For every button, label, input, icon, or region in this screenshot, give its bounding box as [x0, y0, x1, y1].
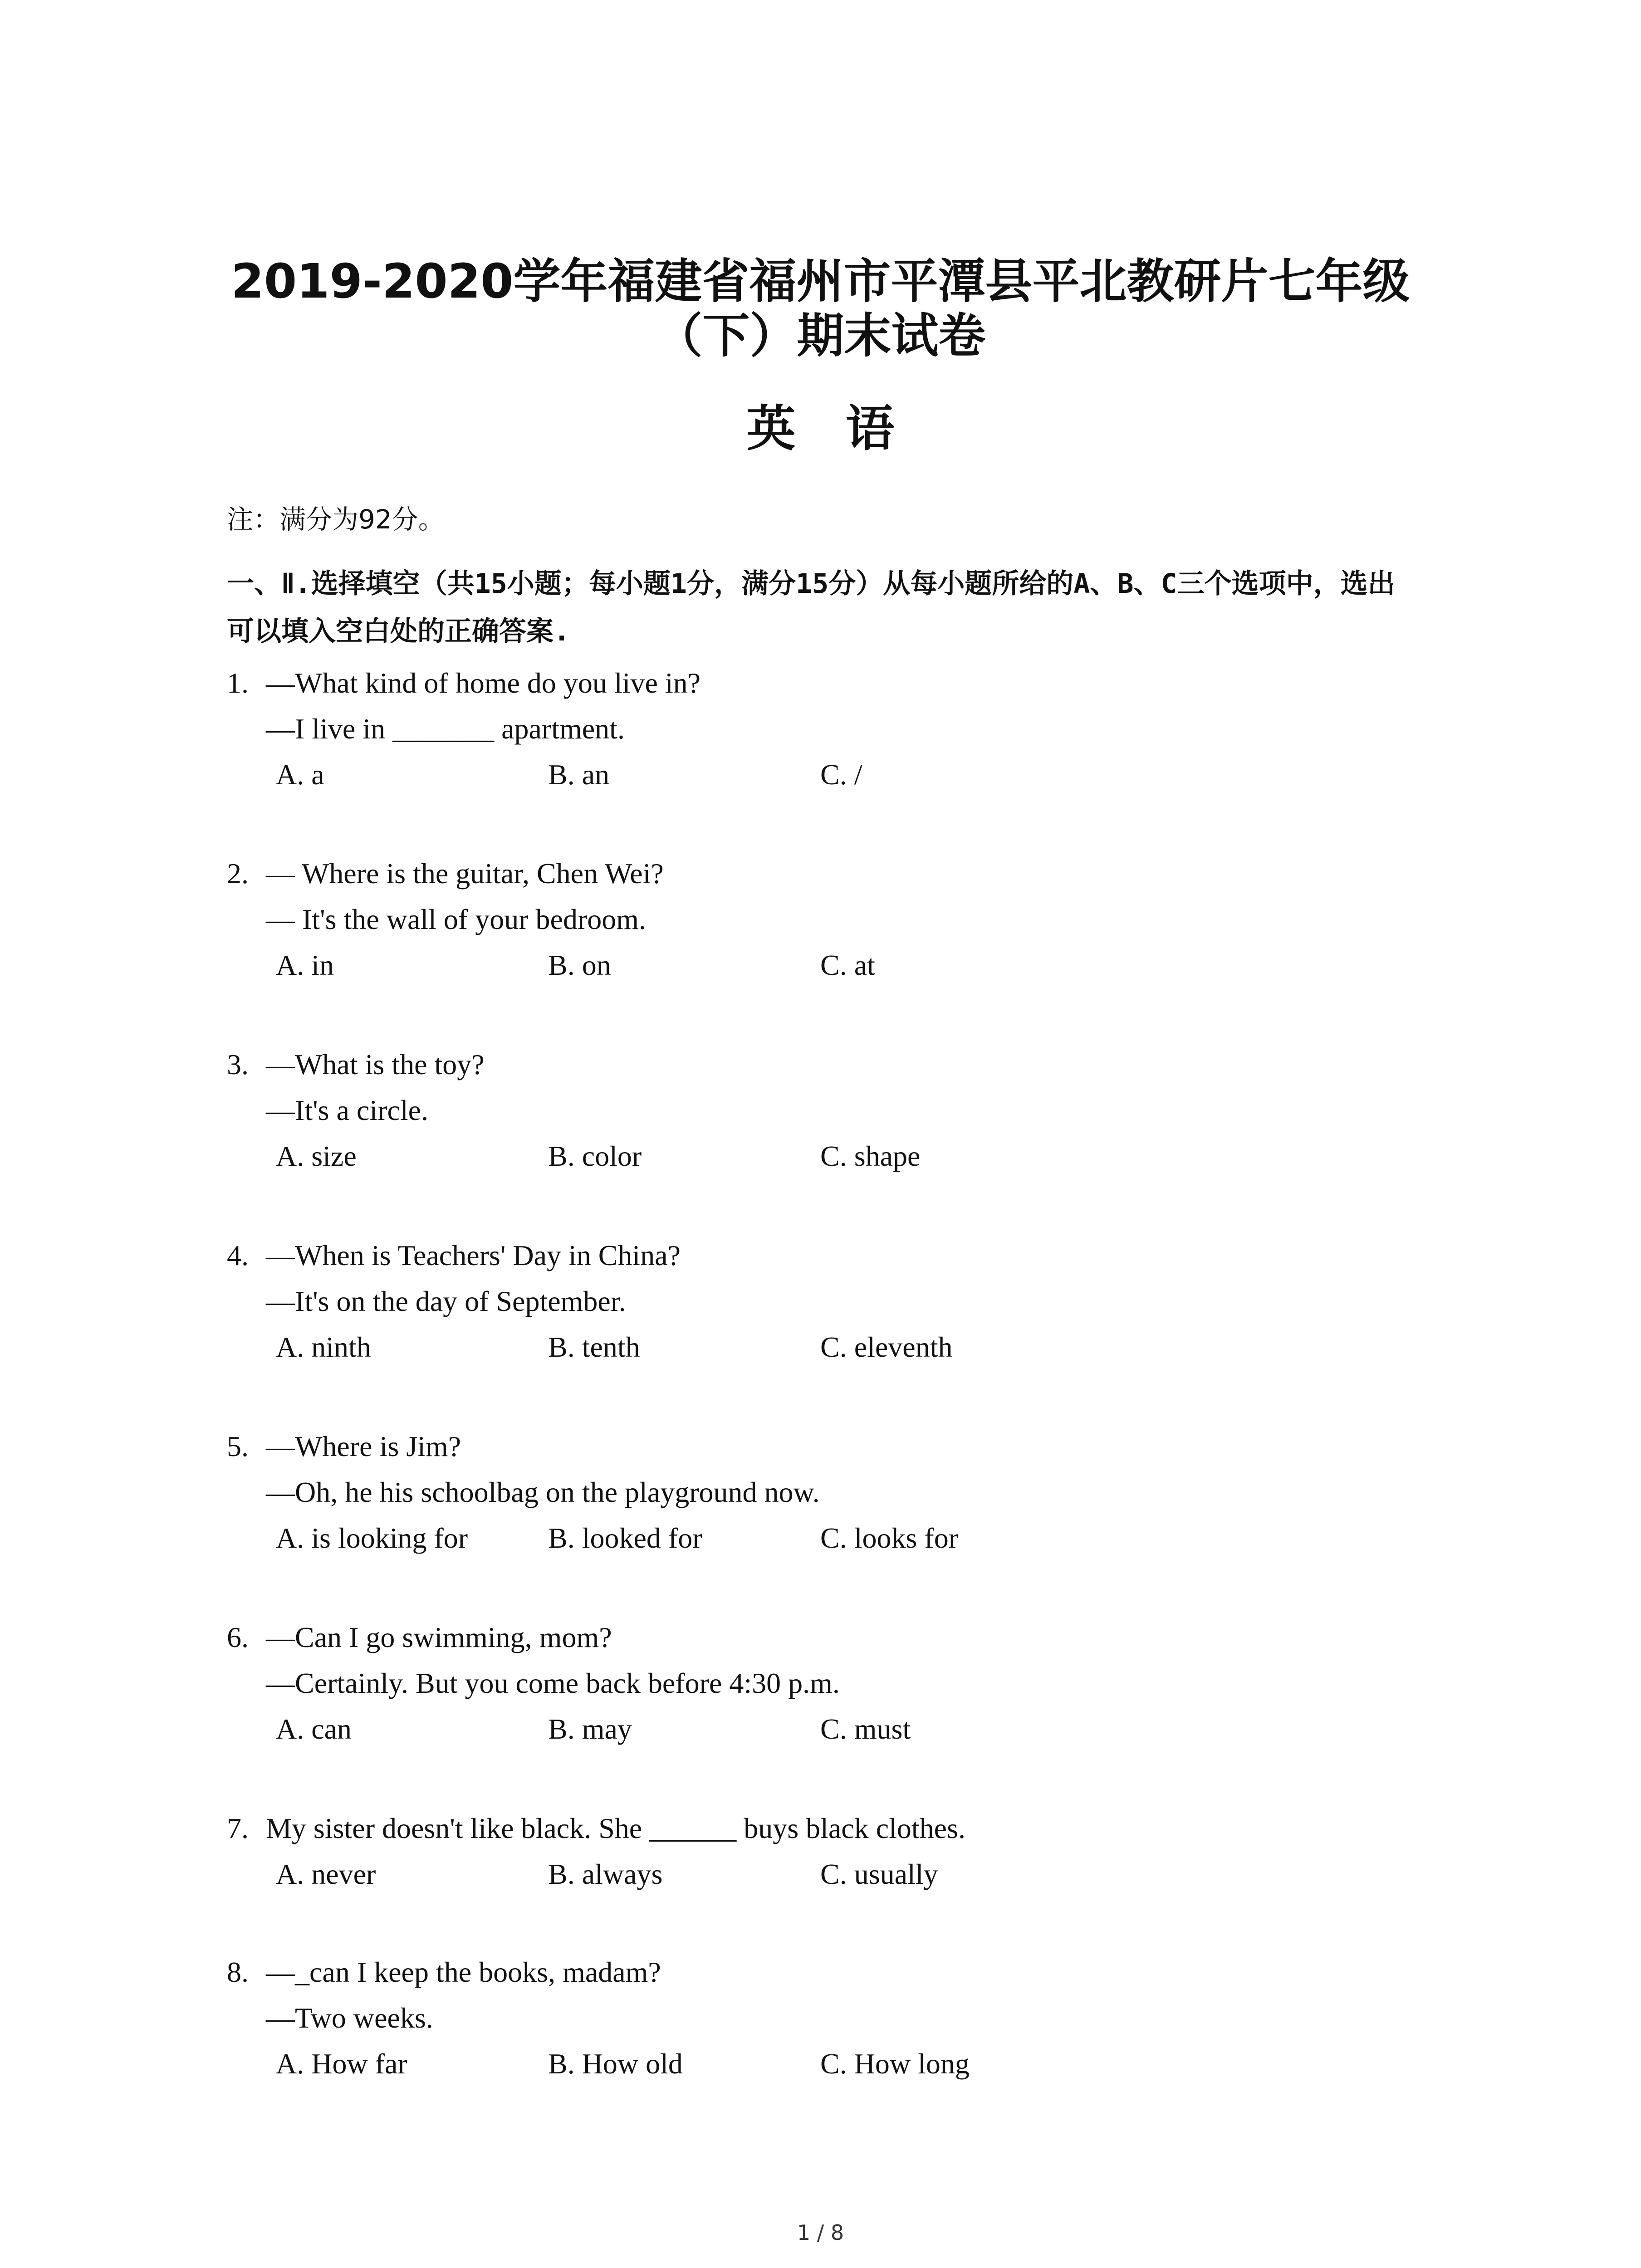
question-5 [227, 1423, 958, 1561]
question-text: —What is the toy? [266, 1048, 485, 1080]
option-a: A. is looking for [276, 1522, 468, 1554]
option-a: A. How far [276, 2048, 407, 2080]
question-6 [227, 1614, 911, 1752]
question-number: 1. [227, 667, 249, 699]
question-number: 6. [227, 1621, 249, 1653]
question-text: —It's a circle. [266, 1094, 429, 1126]
page-title-line-1: 2019-2020学年福建省福州市平潭县平北教研片七年级 [231, 254, 1410, 309]
option-a: A. in [276, 949, 334, 981]
option-c: C. How long [820, 2048, 970, 2080]
question-text: —What kind of home do you live in? [266, 667, 701, 699]
question-3 [227, 1041, 921, 1179]
option-b: B. an [548, 758, 610, 791]
option-b: B. on [548, 949, 611, 981]
question-text: —I live in _______ apartment. [266, 713, 625, 745]
question-number: 4. [227, 1239, 249, 1271]
question-text: My sister doesn't like black. She ______ buys black clothes. [266, 1812, 965, 1844]
question-8 [227, 1949, 970, 2087]
option-a: A. ninth [276, 1331, 371, 1363]
option-a: A. a [276, 758, 324, 791]
option-c: C. must [820, 1713, 911, 1745]
option-c: C. shape [820, 1140, 921, 1172]
page-indicator: 1 / 8 [797, 2220, 844, 2245]
option-a: A. size [276, 1140, 357, 1172]
section-heading: 一、Ⅱ.选择填空（共15小题；每小题1分，满分15分）从每小题所给的A、B、C三个选项中，选出可以填入空白处的正确答案. [227, 568, 1395, 647]
page-title-line-2: （下）期末试卷 [655, 308, 986, 363]
question-text: — It's the wall of your bedroom. [266, 903, 647, 935]
question-text: —When is Teachers' Day in China? [266, 1239, 681, 1271]
question-text: —_can I keep the books, madam? [266, 1956, 661, 1988]
option-a: A. can [276, 1713, 352, 1745]
option-b: B. tenth [548, 1331, 640, 1363]
option-b: B. always [548, 1858, 663, 1890]
option-c: C. usually [820, 1858, 938, 1890]
question-number: 3. [227, 1048, 249, 1080]
question-number: 8. [227, 1956, 249, 1988]
question-text: — Where is the guitar, Chen Wei? [266, 857, 664, 890]
option-c: C. at [820, 949, 875, 981]
question-number: 7. [227, 1812, 249, 1844]
question-text: —Can I go swimming, mom? [266, 1621, 612, 1653]
question-text: —Certainly. But you come back before 4:30 p.m. [266, 1667, 840, 1699]
question-2 [227, 850, 875, 988]
question-number: 2. [227, 857, 249, 890]
question-text: —It's on the day of September. [266, 1285, 626, 1317]
option-a: A. never [276, 1858, 376, 1890]
option-c: C. looks for [820, 1522, 958, 1554]
option-b: B. looked for [548, 1522, 702, 1554]
question-number: 5. [227, 1430, 249, 1462]
question-1 [227, 660, 862, 797]
question-7 [227, 1805, 965, 1897]
question-text: —Oh, he his schoolbag on the playground now. [266, 1476, 820, 1508]
option-b: B. may [548, 1713, 632, 1745]
option-b: B. color [548, 1140, 642, 1172]
question-text: —Where is Jim? [266, 1430, 461, 1462]
score-note: 注：满分为92分。 [227, 504, 445, 535]
question-text: —Two weeks. [266, 2002, 433, 2034]
option-c: C. eleventh [820, 1331, 953, 1363]
subject-heading: 英语 [746, 400, 945, 457]
option-b: B. How old [548, 2048, 683, 2080]
option-c: C. / [820, 758, 862, 791]
question-4 [227, 1232, 953, 1370]
